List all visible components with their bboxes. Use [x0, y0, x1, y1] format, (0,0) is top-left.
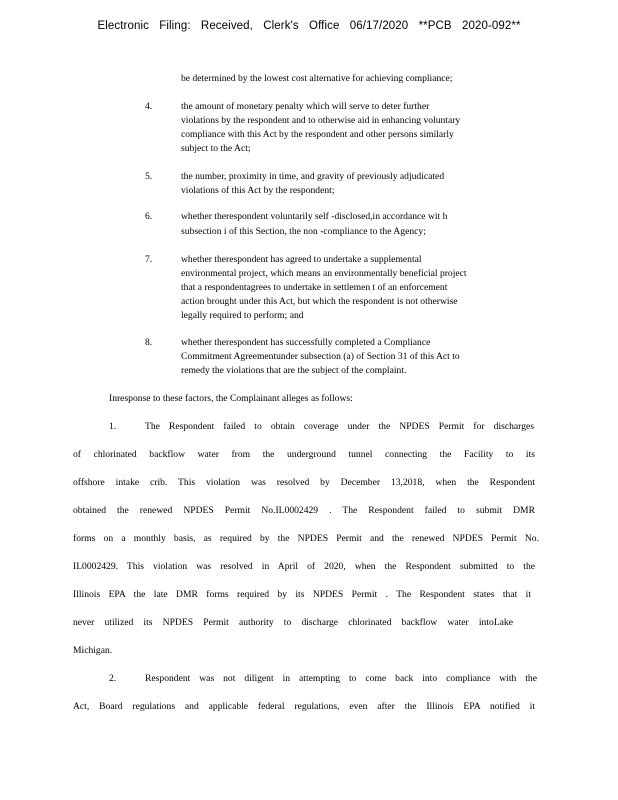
paragraph-line: of chlorinated backflow water from the underground tunnel connecting the Facility to its — [73, 449, 535, 460]
item-number: 4. — [145, 101, 153, 112]
item-3-continuation: be determined by the lowest cost alternative for achieving compliance; — [181, 73, 453, 84]
item-number: 5. — [145, 171, 153, 182]
paragraph-line: Michigan. — [73, 645, 113, 656]
paragraph-line: never utilized its NPDES Permit authority to discharge chlorinated backflow water intoLake — [73, 617, 513, 628]
item-line: that a respondentagrees to undertake in settlemen t of an enforcement — [181, 282, 448, 293]
item-line: legally required to perform; and — [181, 310, 304, 321]
paragraph-line: obtained the renewed NPDES Permit No.IL0002429 . The Respondent failed to submit DMR — [73, 505, 535, 516]
item-line: violations of this Act by the respondent; — [181, 185, 335, 196]
item-line: the amount of monetary penalty which will serve to deter further — [181, 101, 430, 112]
item-line: compliance with this Act by the respondent and other persons similarly — [181, 129, 454, 140]
item-line: action brought under this Act, but which the respondent is not otherwise — [181, 296, 458, 307]
paragraph-line: offshore intake crib. This violation was resolved by December 13,2018, when the Respondent — [73, 477, 535, 488]
item-number: 6. — [145, 211, 153, 222]
paragraph-line: Respondent was not diligent in attempting to come back into compliance with the — [145, 673, 537, 684]
item-line: subject to the Act; — [181, 143, 251, 154]
paragraph-number: 1. — [109, 421, 117, 432]
item-line: remedy the violations that are the subject of the complaint. — [181, 365, 407, 376]
item-line: the number, proximity in time, and gravity of previously adjudicated — [181, 171, 445, 182]
paragraph-line: Illinois EPA the late DMR forms required by its NPDES Permit . The Respondent states that it — [73, 589, 531, 600]
paragraph-line: forms on a monthly basis, as required by the NPDES Permit and the renewed NPDES Permit No. — [73, 533, 539, 544]
paragraph-line: Act, Board regulations and applicable federal regulations, even after the Illinois EPA notified it — [73, 701, 535, 712]
intro-paragraph: Inresponse to these factors, the Complainant alleges as follows: — [109, 393, 353, 404]
item-number: 7. — [145, 254, 153, 265]
item-line: subsection i of this Section, the non -compliance to the Agency; — [181, 226, 426, 237]
paragraph-line: The Respondent failed to obtain coverage under the NPDES Permit for discharges — [145, 421, 534, 432]
item-number: 8. — [145, 337, 153, 348]
item-line: Commitment Agreementunder subsection (a) of Section 31 of this Act to — [181, 351, 460, 362]
item-line: whether therespondent has successfully completed a Compliance — [181, 337, 431, 348]
filing-header: Electronic Filing: Received, Clerk's Office 06/17/2020 **PCB 2020-092** — [97, 20, 521, 32]
item-line: whether therespondent voluntarily self -disclosed,in accordance wit h — [181, 211, 448, 222]
paragraph-line: IL0002429. This violation was resolved in April of 2020, when the Respondent submitted to the — [73, 561, 535, 572]
item-line: violations by the respondent and to otherwise aid in enhancing voluntary — [181, 115, 461, 126]
paragraph-number: 2. — [109, 673, 117, 684]
item-line: whether therespondent has agreed to undertake a supplemental — [181, 254, 422, 265]
item-line: environmental project, which means an environmentally beneficial project — [181, 268, 467, 279]
